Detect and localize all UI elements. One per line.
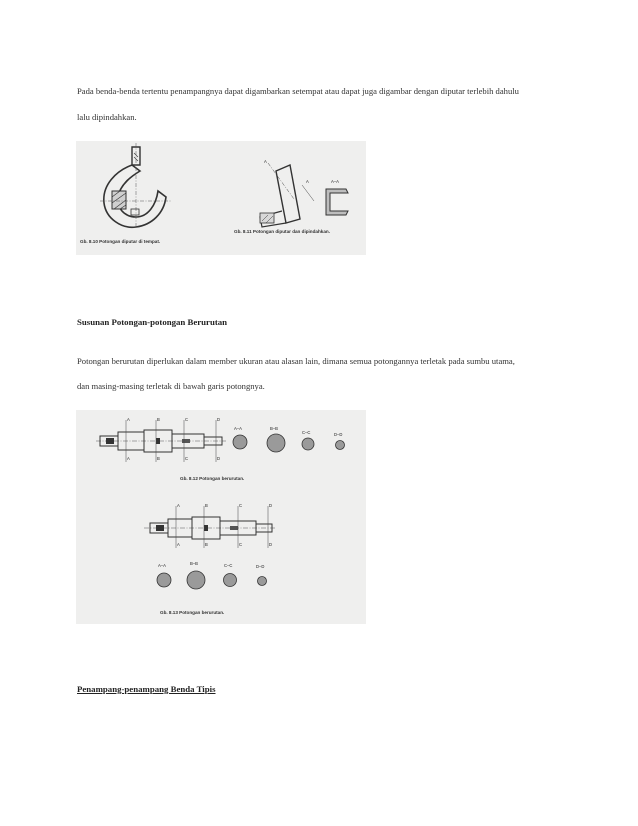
shaft2-cut-d-bottom: D (269, 542, 273, 547)
caption-8-13: Gb. 8.13 Potongan berurutan. (160, 610, 225, 615)
shaft1-cut-c-bottom: C (185, 456, 189, 461)
shaft2-cut-d-top: D (269, 503, 273, 508)
heading-susunan-potongan: Susunan Potongan-potongan Berurutan (77, 317, 228, 327)
shaft2-section-a-a-label: A–A (158, 563, 166, 568)
shaft1-cut-b-bottom: B (157, 456, 160, 461)
shaft1-section-c-c (302, 438, 314, 450)
shaft2-section-c-c (224, 574, 237, 587)
paragraph-2-line-1: Potongan berurutan diperlukan dalam member ukuran atau alasan lain, dimana semua potongannya terletak pada sumbu utama, (77, 356, 515, 366)
shaft2-section-a-a (157, 573, 171, 587)
heading-penampang-benda-tipis: Penampang-penampang Benda Tipis (77, 684, 216, 694)
shaft1-section-a-a (233, 435, 247, 449)
section-label-a-side: A (306, 179, 309, 184)
shaft1-cut-a-top: A (127, 417, 130, 422)
shaft-2 (144, 503, 276, 548)
shaft1-cut-b-top: B (157, 417, 160, 422)
shaft2-cut-c-bottom: C (239, 542, 243, 547)
shaft2-section-b-b (187, 571, 205, 589)
shaft1-section-d-d (336, 441, 345, 450)
caption-8-10: Gb. 8.10 Potongan diputar di tempat. (80, 239, 161, 244)
shaft1-section-b-b (267, 434, 285, 452)
shaft-1 (96, 417, 226, 462)
shaft1-cut-d-top: D (217, 417, 221, 422)
paragraph-1-line-2: lalu dipindahkan. (77, 112, 137, 122)
shaft1-section-d-d-label: D–D (334, 432, 343, 437)
shaft2-section-d-d (258, 577, 267, 586)
shaft-2-sections (157, 561, 267, 589)
shaft1-cut-c-top: C (185, 417, 189, 422)
figure-hook-sections (76, 141, 366, 255)
shaft2-section-b-b-label: B–B (190, 561, 198, 566)
caption-8-11: Gb. 8.11 Potongan diputar dan dipindahkan. (234, 229, 330, 234)
shaft1-cut-d-bottom: D (217, 456, 221, 461)
shaft2-cut-a-bottom: A (177, 542, 180, 547)
figure-successive-sections (76, 410, 366, 624)
shaft2-section-c-c-label: C–C (224, 563, 233, 568)
section-title-a-a: A–A (331, 179, 339, 184)
shaft2-cut-c-top: C (239, 503, 243, 508)
shaft1-cut-a-bottom: A (127, 456, 130, 461)
shaft-1-sections (233, 426, 345, 452)
shaft2-cut-b-bottom: B (205, 542, 208, 547)
shaft1-section-b-b-label: B–B (270, 426, 278, 431)
caption-8-12: Gb. 8.12 Potongan berurutan. (180, 476, 245, 481)
shaft2-section-d-d-label: D–D (256, 564, 265, 569)
shaft2-cut-a-top: A (177, 503, 180, 508)
shaft1-section-c-c-label: C–C (302, 430, 311, 435)
section-label-a-top: A (264, 159, 267, 164)
paragraph-2-line-2: dan masing-masing terletak di bawah garis potongnya. (77, 381, 265, 391)
paragraph-1-line-1: Pada benda-benda tertentu penampangnya dapat digambarkan setempat atau dapat juga digambar dengan diputar terlebih dahulu (77, 86, 519, 96)
shaft1-section-a-a-label: A–A (234, 426, 242, 431)
shaft2-cut-b-top: B (205, 503, 208, 508)
